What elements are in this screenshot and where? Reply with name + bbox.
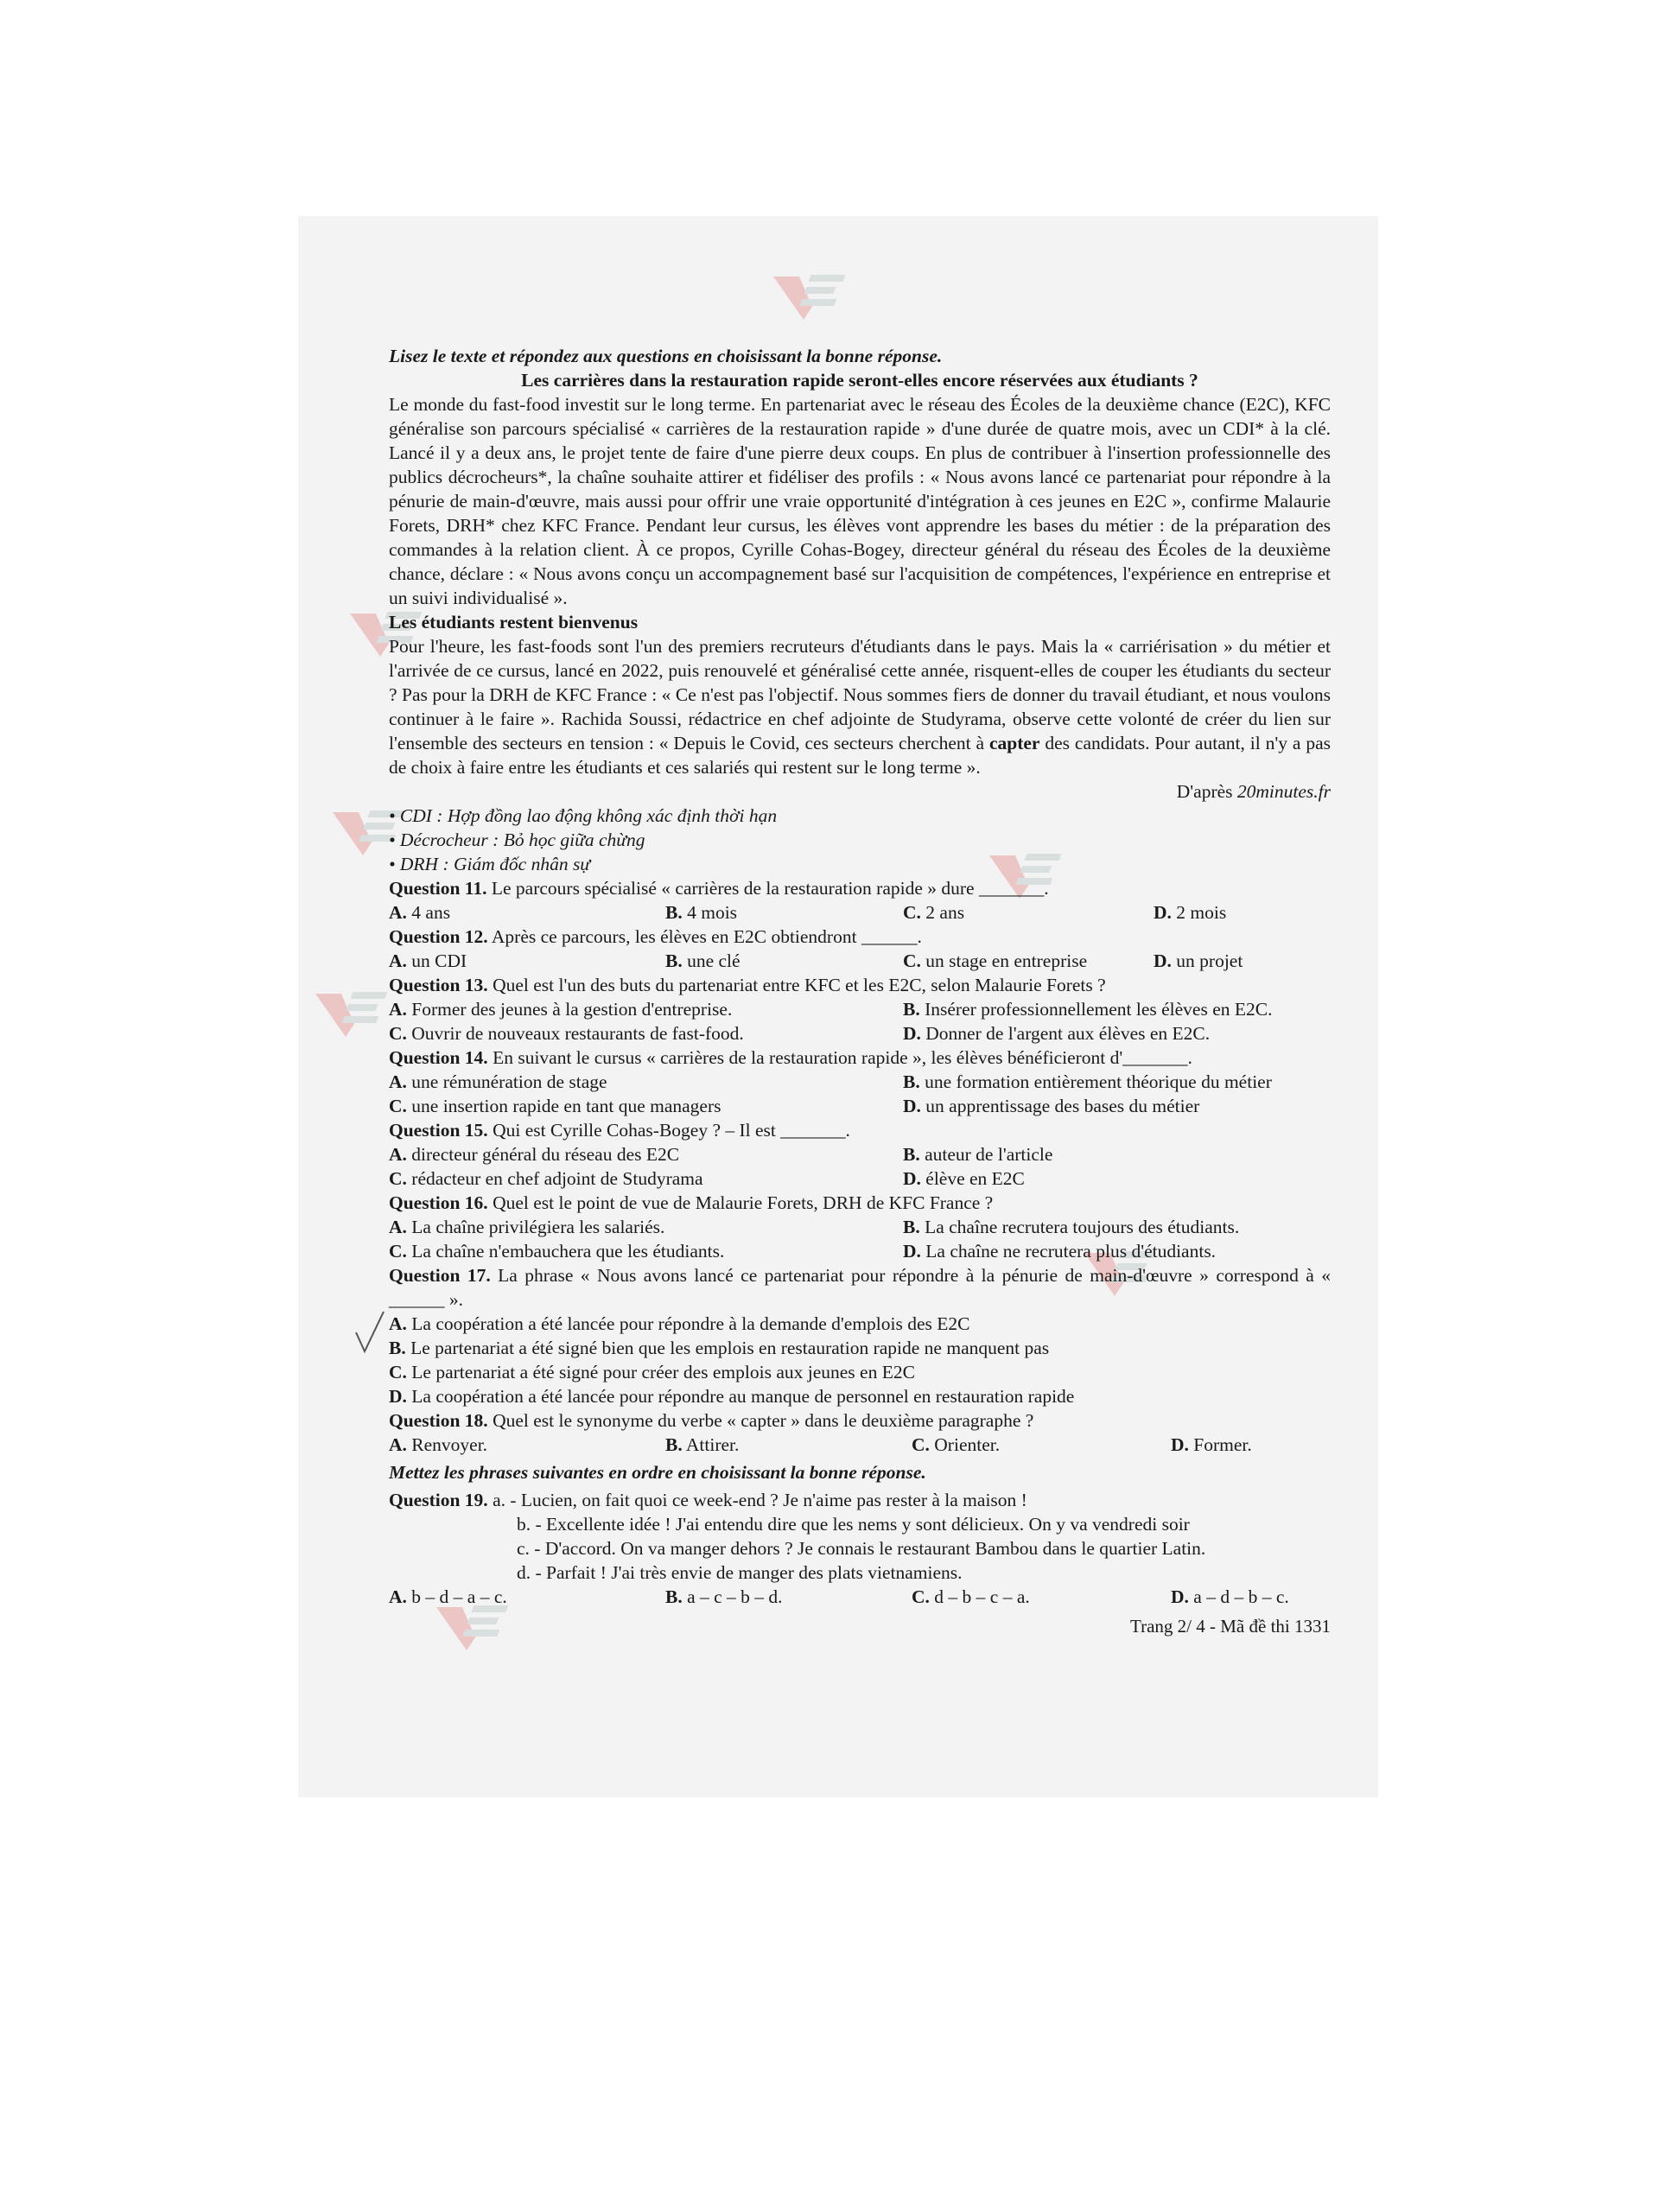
reading-instruction: Lisez le texte et répondez aux questions en choisissant la bonne réponse. <box>389 346 943 366</box>
answer-option[interactable]: C. Ouvrir de nouveaux restaurants de fast-food. <box>389 1023 744 1044</box>
answer-option[interactable]: D. élève en E2C <box>903 1168 1025 1189</box>
ordering-instruction: Mettez les phrases suivantes en ordre en choisissant la bonne réponse. <box>389 1462 926 1483</box>
footnote: • Décrocheur : Bỏ học giữa chừng <box>389 830 645 850</box>
footnote: • DRH : Giám đốc nhân sự <box>389 854 591 874</box>
answer-option[interactable]: D. La chaîne ne recrutera plus d'étudiants. <box>903 1241 1217 1262</box>
answer-option[interactable]: A. Renvoyer. <box>389 1434 488 1455</box>
footnote: • CDI : Hợp đồng lao động không xác định thời hạn <box>389 805 778 826</box>
answer-option[interactable]: A. directeur général du réseau des E2C <box>389 1144 680 1165</box>
answer-option[interactable]: A. 4 ans <box>389 902 451 923</box>
exam-content <box>389 344 1331 1638</box>
answer-option[interactable]: C. Orienter. <box>912 1434 1001 1455</box>
question-18: Question 18. Quel est le synonyme du verbe « capter » dans le deuxième paragraphe ? A. Renvoyer. B. Attirer. C. Orienter. D. Former. <box>389 1408 1331 1457</box>
dialogue-line: d. - Parfait ! J'ai très envie de manger des plats vietnamiens. <box>517 1562 963 1583</box>
highlighted-word: capter <box>988 733 1040 753</box>
dialogue-line: c. - D'accord. On va manger dehors ? Je connais le restaurant Bambou dans le quartier Latin. <box>517 1538 1206 1559</box>
answer-option[interactable]: A. b – d – a – c. <box>389 1586 507 1607</box>
answer-option[interactable]: D. un projet <box>1154 950 1243 971</box>
answer-option[interactable]: D. Former. <box>1171 1434 1252 1455</box>
answer-option[interactable]: C. d – b – c – a. <box>912 1586 1030 1607</box>
answer-option[interactable]: C. une insertion rapide en tant que managers <box>389 1096 721 1116</box>
answer-option[interactable]: B. Le partenariat a été signé bien que les emplois en restauration rapide ne manquent pas <box>389 1338 1050 1358</box>
answer-option[interactable]: B. une clé <box>665 950 741 971</box>
answer-option[interactable]: A. un CDI <box>389 950 467 971</box>
question-15: Question 15. Qui est Cyrille Cohas-Bogey ? – Il est _______. A. directeur général du réseau des E2C B. auteur de l'article C. rédacteur en chef adjoint de Studyrama D. élève en E2C <box>389 1118 1331 1191</box>
dialogue-line: b. - Excellente idée ! J'ai entendu dire que les nems y sont délicieux. On y va vendredi soir <box>517 1514 1190 1535</box>
answer-option[interactable]: D. un apprentissage des bases du métier <box>903 1096 1200 1116</box>
answer-option[interactable]: B. auteur de l'article <box>903 1144 1053 1165</box>
answer-option[interactable]: C. La chaîne n'embauchera que les étudiants. <box>389 1241 725 1262</box>
answer-option[interactable]: C. rédacteur en chef adjoint de Studyrama <box>389 1168 703 1189</box>
answer-option[interactable]: B. Attirer. <box>665 1434 740 1455</box>
article-subheading: Les étudiants restent bienvenus <box>389 612 639 632</box>
answer-option[interactable]: B. Insérer professionnellement les élèves en E2C. <box>903 999 1273 1020</box>
article-paragraph-2: Pour l'heure, les fast-foods sont l'un des premiers recruteurs d'étudiants dans le pays. Mais la « carriérisation » du métier et l'arrivée de ce cursus, lancé en 2022, puis renouvelé et généralisé cette année, risquent-elles de couper les étudiants du secteur ? Pas pour la DRH de KFC France : « Ce n'est pas l'objectif. Nous sommes fiers de donner du travail étudiant, et nous voulons continuer à le faire ». Rachida Soussi, rédactrice en chef adjointe de Studyrama, observe cette volonté de créer du lien sur l'ensemble des secteurs en tension : « Depuis le Covid, ces secteurs cherchent à capter des candidats. Pour autant, il n'y a pas de choix à faire entre les étudiants et ces salariés qui restent sur le long terme ». <box>389 636 1331 778</box>
article-title: Les carrières dans la restauration rapide seront-elles encore réservées aux étudiants ? <box>521 370 1198 391</box>
question-11: Question 11. Le parcours spécialisé « carrières de la restauration rapide » dure _______. A. 4 ans B. 4 mois C. 2 ans D. 2 mois <box>389 876 1331 925</box>
answer-option[interactable]: A. Former des jeunes à la gestion d'entreprise. <box>389 999 733 1020</box>
answer-option[interactable]: C. Le partenariat a été signé pour créer des emplois aux jeunes en E2C <box>389 1362 915 1382</box>
question-17: Question 17. La phrase « Nous avons lancé ce partenariat pour répondre à la pénurie de main-d'œuvre » correspond à « ______ ». A. La coopération a été lancée pour répondre à la demande d'emplois des E2C B. Le partenariat a été signé bien que les emplois en restauration rapide ne manquent pas C. Le partenariat a été signé pour créer des emplois aux jeunes en E2C D. La coopération a été lancée pour répondre au manque de personnel en restauration rapide <box>389 1265 1331 1407</box>
answer-option[interactable]: D. Donner de l'argent aux élèves en E2C. <box>903 1023 1211 1044</box>
answer-option[interactable]: B. une formation entièrement théorique du métier <box>903 1071 1272 1092</box>
answer-option[interactable]: D. a – d – b – c. <box>1171 1586 1289 1607</box>
answer-option[interactable]: D. 2 mois <box>1154 902 1227 923</box>
answer-option[interactable]: A. une rémunération de stage <box>389 1071 607 1092</box>
page-footer: Trang 2/ 4 - Mã đề thi 1331 <box>1130 1616 1331 1637</box>
question-12: Question 12. Après ce parcours, les élèves en E2C obtiendront ______. A. un CDI B. une clé C. un stage en entreprise D. un projet <box>389 925 1331 973</box>
question-13: Question 13. Quel est l'un des buts du partenariat entre KFC et les E2C, selon Malaurie Forets ? A. Former des jeunes à la gestion d'entreprise. B. Insérer professionnellement les élèves en E2C. C. Ouvrir de nouveaux restaurants de fast-food. D. Donner de l'argent aux élèves en E2C. <box>389 973 1331 1046</box>
question-19: Question 19. a. - Lucien, on fait quoi ce week-end ? Je n'aime pas rester à la maison ! b. - Excellente idée ! J'ai entendu dire que les nems y sont délicieux. On y va vendredi soir c. - D'accord. On va manger dehors ? Je connais le restaurant Bambou dans le quartier Latin. d. - Parfait ! J'ai très envie de manger des plats vietnamiens. A. b – d – a – c. B. a – c – b – d. C. d – b – c – a. D. a – d – b – c. <box>389 1488 1331 1609</box>
question-16: Question 16. Quel est le point de vue de Malaurie Forets, DRH de KFC France ? A. La chaîne privilégiera les salariés. B. La chaîne recrutera toujours des étudiants. C. La chaîne n'embauchera que les étudiants. D. La chaîne ne recrutera plus d'étudiants. <box>389 1191 1331 1263</box>
answer-option[interactable]: B. a – c – b – d. <box>665 1586 783 1607</box>
answer-option[interactable]: D. La coopération a été lancée pour répondre au manque de personnel en restauration rapide <box>389 1386 1075 1407</box>
answer-option[interactable]: C. 2 ans <box>903 902 965 923</box>
answer-option[interactable]: B. La chaîne recrutera toujours des étudiants. <box>903 1217 1240 1237</box>
answer-option[interactable]: C. un stage en entreprise <box>903 950 1088 971</box>
watermark-logo <box>769 259 899 328</box>
answer-option[interactable]: A. La coopération a été lancée pour répondre à la demande d'emplois des E2C <box>389 1313 970 1334</box>
article-paragraph-1: Le monde du fast-food investit sur le long terme. En partenariat avec le réseau des Écoles de la deuxième chance (E2C), KFC généralise son parcours spécialisé « carrières de la restauration rapide » d'une durée de quatre mois, avec un CDI* à la clé. Lancé il y a deux ans, le projet tente de faire d'une pierre deux coups. En plus de contribuer à l'insertion professionnelle des publics décrocheurs*, la chaîne souhaite attirer et fidéliser des profils : « Nous avons lancé ce partenariat pour répondre à la pénurie de main-d'œuvre, mais aussi pour offrir une vraie opportunité d'intégration à ces jeunes en E2C », confirme Malaurie Forets, DRH* chez KFC France. Pendant leur cursus, les élèves vont apprendre les bases du métier : de la préparation des commandes à la relation client. À ce propos, Cyrille Cohas-Bogey, directeur général du réseau des Écoles de la deuxième chance, déclare : « Nous avons conçu un accompagnement basé sur l'acquisition de compétences, l'expérience en entreprise et un suivi individualisé ». <box>389 394 1331 608</box>
article-source: D'après 20minutes.fr <box>1176 781 1331 802</box>
answer-option[interactable]: B. 4 mois <box>665 902 738 923</box>
answer-option[interactable]: A. La chaîne privilégiera les salariés. <box>389 1217 665 1237</box>
question-14: Question 14. En suivant le cursus « carrières de la restauration rapide », les élèves bénéficieront d'_______. A. une rémunération de stage B. une formation entièrement théorique du métier C. une insertion rapide en tant que managers D. un apprentissage des bases du métier <box>389 1046 1331 1118</box>
pencil-check-mark <box>353 1306 389 1358</box>
